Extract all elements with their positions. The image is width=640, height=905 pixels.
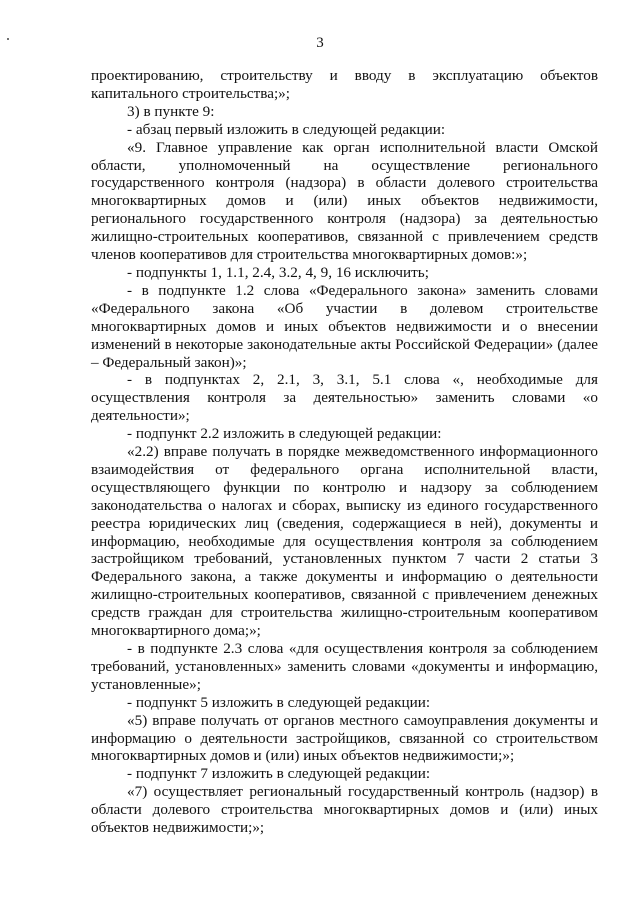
paragraph-subitem-7-text: «7) осуществляет региональный государственный контроль (надзор) в области долевого строительства многоквартирных домов и (или) иных объектов недвижимости;»;: [91, 783, 598, 837]
paragraph-subitem-1-2: - в подпункте 1.2 слова «Федерального закона» заменить словами «Федерального закона «Об участии в долевом строительстве многоквартирных домов и иных объектов недвижимости и о внесении изменений в некоторые законодательные акты Российской Федерации» (далее – Федеральный закон)»;: [91, 281, 598, 371]
paragraph-item-3: 3) в пункте 9:: [127, 102, 215, 120]
paragraph-subitem-5-heading: - подпункт 5 изложить в следующей редакции:: [127, 693, 431, 711]
paragraph-subitem-5-text: «5) вправе получать от органов местного самоуправления документы и информацию о деятельности застройщиков, связанной со строительством многоквартирных домов и (или) иных объектов недвижимости;»;: [91, 711, 598, 765]
paragraph-exclude-subitems: - подпункты 1, 1.1, 2.4, 3.2, 4, 9, 16 исключить;: [127, 263, 429, 281]
paragraph-first-abzac: - абзац первый изложить в следующей редакции:: [127, 120, 446, 138]
paragraph-continuation: проектированию, строительству и вводу в эксплуатацию объектов капитального строительства;»;: [91, 67, 598, 102]
paragraph-subitem-2-3: - в подпункте 2.3 слова «для осуществления контроля за соблюдением требований, установленных» заменить словами «документы и информацию, установленные»;: [91, 640, 598, 693]
document-body: [91, 67, 598, 837]
paragraph-item-9-text: «9. Главное управление как орган исполнительной власти Омской области, уполномоченный на осуществление регионального государственного контроля (надзора) в области долевого строительства многоквартирных домов и (или) иных объектов недвижимости, регионального государственного контроля (надзора) за деятельностью жилищно-строительных кооперативов, связанной с привлечением средств членов кооперативов для строительства многоквартирных домов:»;: [91, 138, 598, 264]
paragraph-subitem-2-2-heading: - подпункт 2.2 изложить в следующей редакции:: [127, 425, 442, 443]
paragraph-subitem-7-heading: - подпункт 7 изложить в следующей редакции:: [127, 765, 431, 783]
paragraph-subitem-2-2-text: «2.2) вправе получать в порядке межведомственного информационного взаимодействия от федерального органа исполнительной власти, осуществляющего функции по контролю и надзору за соблюдением законодательства о налогах и сборах, выписку из единого государственного реестра юридических лиц (сведения, содержащиеся в ней), документы и информацию, необходимые для осуществления контроля за соблюдением застройщиком требований, установленных пунктом 7 части 2 статьи 3 Федерального закона, а также документы и информацию о деятельности жилищно-строительных кооперативов, связанной с привлечением денежных средств граждан для строительства жилищно-строительным кооперативом многоквартирного дома;»;: [91, 443, 598, 640]
paragraph-subitems-2-5-1: - в подпунктах 2, 2.1, 3, 3.1, 5.1 слова «, необходимые для осуществления контроля за деятельностью» заменить словами «о деятельности»;: [91, 371, 598, 425]
page-number: 3: [316, 35, 324, 51]
